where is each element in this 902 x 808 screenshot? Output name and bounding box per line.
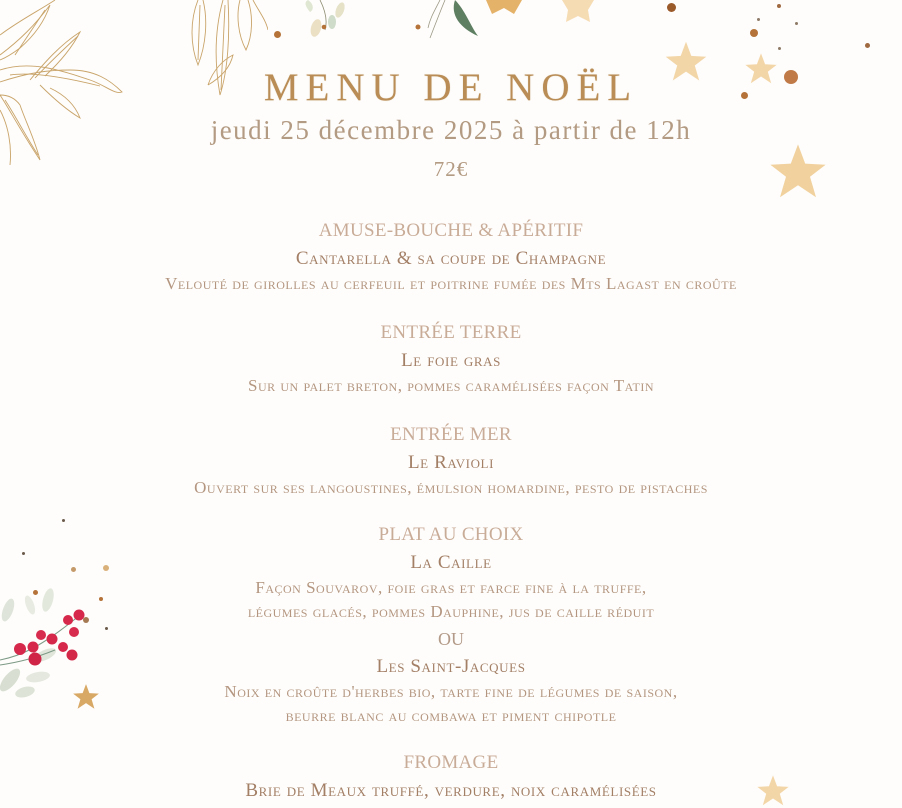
dish-description: Velouté de girolles au cerfeuil et poitrine fumée des Mts Lagast en croûte bbox=[165, 274, 737, 293]
glitter-dot-icon bbox=[795, 22, 798, 25]
menu-section-fromage bbox=[0, 748, 902, 804]
menu-title: MENU DE NOËL bbox=[263, 66, 639, 109]
menu-section-plat-au-choix bbox=[0, 520, 902, 728]
dish-name: Brie de Meaux truffé, verdure, noix caramélisées bbox=[245, 780, 657, 801]
event-date: jeudi 25 décembre 2025 à partir de 12h bbox=[210, 115, 692, 145]
glitter-dot-icon bbox=[777, 4, 781, 8]
section-title: FROMAGE bbox=[403, 752, 499, 773]
glitter-dot-icon bbox=[667, 3, 676, 12]
dish-description: Ouvert sur ses langoustines, émulsion homardine, pesto de pistaches bbox=[194, 478, 708, 497]
section-title: PLAT AU CHOIX bbox=[378, 524, 524, 545]
glitter-dot-icon bbox=[757, 18, 760, 21]
dish-description: légumes glacés, pommes Dauphine, jus de caille réduit bbox=[247, 602, 655, 621]
dish-name: La Caille bbox=[410, 552, 492, 573]
glitter-dot-icon bbox=[778, 47, 781, 50]
dish-name: Le Ravioli bbox=[407, 452, 495, 473]
section-title: AMUSE-BOUCHE & APÉRITIF bbox=[318, 220, 584, 241]
choice-separator: OU bbox=[438, 629, 464, 649]
dish-description: beurre blanc au combawa et piment chipotle bbox=[285, 706, 617, 725]
glitter-dot-icon bbox=[750, 29, 758, 37]
menu-section-entree-mer bbox=[0, 420, 902, 500]
menu-section-amuse-bouche bbox=[0, 216, 902, 296]
eucalyptus-sprig-icon bbox=[300, 0, 480, 45]
glitter-dot-icon bbox=[865, 43, 870, 48]
star-icon bbox=[560, 0, 596, 24]
dish-name: Cantarella & sa coupe de Champagne bbox=[295, 248, 607, 269]
menu-price: 72€ bbox=[433, 157, 469, 181]
section-title: ENTRÉE MER bbox=[390, 424, 512, 445]
dish-name: Les Saint-Jacques bbox=[376, 656, 526, 677]
glitter-dot-icon bbox=[274, 31, 281, 38]
menu-section-entree-terre bbox=[0, 318, 902, 398]
dish-description: Sur un palet breton, pommes caramélisées façon Tatin bbox=[247, 376, 655, 395]
dish-name: Le foie gras bbox=[401, 350, 501, 371]
dish-description: Façon Souvarov, foie gras et farce fine à la truffe, bbox=[255, 578, 647, 597]
menu-list bbox=[0, 216, 902, 804]
section-title: ENTRÉE TERRE bbox=[380, 322, 522, 343]
gold-star-icon bbox=[482, 0, 526, 16]
dish-description: Noix en croûte d'herbes bio, tarte fine de légumes de saison, bbox=[224, 682, 678, 701]
